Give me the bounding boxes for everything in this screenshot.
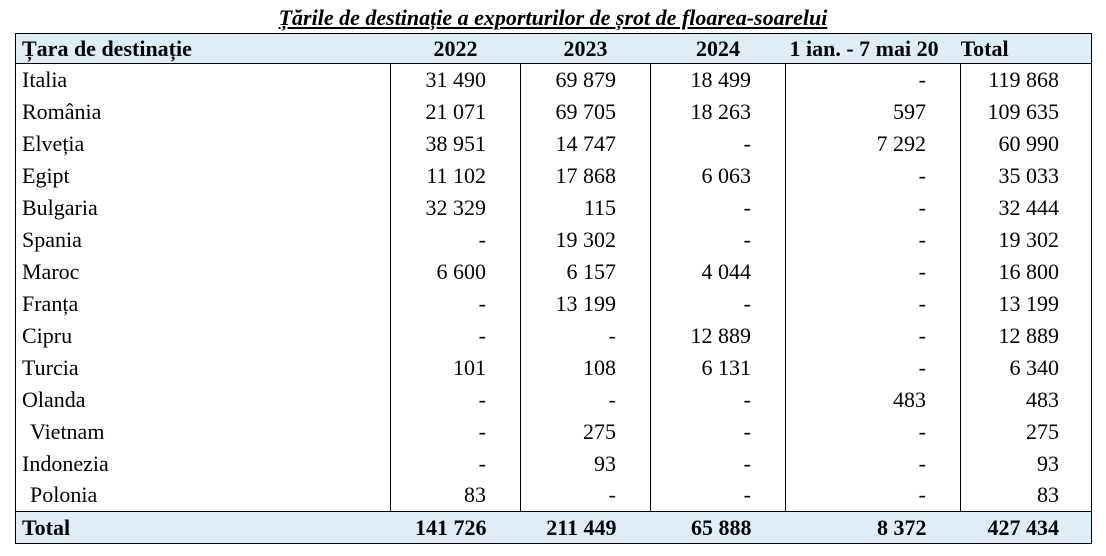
table-row (16, 480, 1092, 512)
cell-period: - (786, 192, 961, 224)
cell-period: - (786, 224, 961, 256)
table-row (16, 384, 1092, 416)
totals-row (16, 512, 1092, 544)
total-grand: 427 434 (961, 512, 1092, 544)
cell-2024: 12 889 (651, 320, 786, 352)
cell-2022: - (391, 224, 521, 256)
cell-country: Polonia (16, 480, 391, 512)
cell-total: 13 199 (961, 288, 1092, 320)
cell-2022: 101 (391, 352, 521, 384)
cell-country: Cipru (16, 320, 391, 352)
cell-country: România (16, 96, 391, 128)
cell-country: Bulgaria (16, 192, 391, 224)
cell-2022: - (391, 448, 521, 480)
cell-total: 483 (961, 384, 1092, 416)
column-header-2022: 2022 (391, 34, 521, 64)
cell-country: Turcia (16, 352, 391, 384)
cell-period: 597 (786, 96, 961, 128)
cell-country: Maroc (16, 256, 391, 288)
cell-2023: 14 747 (521, 128, 651, 160)
cell-total: 109 635 (961, 96, 1092, 128)
total-2022: 141 726 (391, 512, 521, 544)
cell-period: - (786, 480, 961, 512)
table-row (16, 320, 1092, 352)
table-body (16, 64, 1092, 512)
cell-2022: 21 071 (391, 96, 521, 128)
cell-2022: - (391, 320, 521, 352)
cell-country: Vietnam (16, 416, 391, 448)
cell-2024: - (651, 448, 786, 480)
cell-total: 35 033 (961, 160, 1092, 192)
table-row (16, 64, 1092, 96)
column-header-total: Total (961, 34, 1092, 64)
cell-total: 275 (961, 416, 1092, 448)
table-row (16, 352, 1092, 384)
cell-country: Olanda (16, 384, 391, 416)
cell-country: Indonezia (16, 448, 391, 480)
cell-total: 32 444 (961, 192, 1092, 224)
cell-2024: - (651, 384, 786, 416)
cell-2024: - (651, 480, 786, 512)
cell-period: - (786, 416, 961, 448)
cell-country: Italia (16, 64, 391, 96)
cell-total: 119 868 (961, 64, 1092, 96)
column-header-2024: 2024 (651, 34, 786, 64)
total-2023: 211 449 (521, 512, 651, 544)
cell-total: 60 990 (961, 128, 1092, 160)
cell-2023: 69 705 (521, 96, 651, 128)
cell-period: - (786, 256, 961, 288)
cell-2022: 11 102 (391, 160, 521, 192)
cell-2024: - (651, 288, 786, 320)
cell-period: - (786, 448, 961, 480)
cell-period: - (786, 288, 961, 320)
cell-2023: 17 868 (521, 160, 651, 192)
cell-2024: - (651, 192, 786, 224)
cell-country: Egipt (16, 160, 391, 192)
cell-country: Elveția (16, 128, 391, 160)
cell-2023: 93 (521, 448, 651, 480)
cell-period: - (786, 352, 961, 384)
cell-2024: - (651, 128, 786, 160)
cell-2022: 38 951 (391, 128, 521, 160)
exports-table (15, 33, 1092, 544)
column-header-2023: 2023 (521, 34, 651, 64)
total-period: 8 372 (786, 512, 961, 544)
cell-2023: - (521, 480, 651, 512)
cell-2022: 83 (391, 480, 521, 512)
cell-total: 93 (961, 448, 1092, 480)
cell-2024: - (651, 224, 786, 256)
cell-period: - (786, 320, 961, 352)
cell-country: Franța (16, 288, 391, 320)
column-header-country: Țara de destinație (16, 34, 391, 64)
cell-2022: 6 600 (391, 256, 521, 288)
table-title: Țările de destinație a exporturilor de șrot de floarea-soarelui (278, 5, 828, 30)
cell-period: 7 292 (786, 128, 961, 160)
table-row (16, 416, 1092, 448)
table-row (16, 256, 1092, 288)
cell-period: - (786, 160, 961, 192)
table-row (16, 288, 1092, 320)
table-row (16, 160, 1092, 192)
cell-2023: 275 (521, 416, 651, 448)
cell-2023: 69 879 (521, 64, 651, 96)
cell-2023: 108 (521, 352, 651, 384)
cell-period: 483 (786, 384, 961, 416)
cell-2024: 6 131 (651, 352, 786, 384)
cell-2023: 19 302 (521, 224, 651, 256)
cell-2023: - (521, 384, 651, 416)
cell-period: - (786, 64, 961, 96)
cell-2022: - (391, 416, 521, 448)
cell-2024: 6 063 (651, 160, 786, 192)
cell-2024: 4 044 (651, 256, 786, 288)
cell-2024: - (651, 416, 786, 448)
cell-2024: 18 263 (651, 96, 786, 128)
totals-label: Total (16, 512, 391, 544)
table-row (16, 96, 1092, 128)
cell-total: 19 302 (961, 224, 1092, 256)
cell-total: 12 889 (961, 320, 1092, 352)
column-header-period: 1 ian. - 7 mai 20 (786, 34, 961, 64)
cell-total: 16 800 (961, 256, 1092, 288)
cell-2022: 31 490 (391, 64, 521, 96)
cell-total: 6 340 (961, 352, 1092, 384)
header-row (16, 34, 1092, 64)
table-row (16, 128, 1092, 160)
cell-2024: 18 499 (651, 64, 786, 96)
table-row (16, 192, 1092, 224)
cell-2022: - (391, 288, 521, 320)
cell-total: 83 (961, 480, 1092, 512)
total-2024: 65 888 (651, 512, 786, 544)
cell-2023: - (521, 320, 651, 352)
cell-2023: 6 157 (521, 256, 651, 288)
cell-2022: 32 329 (391, 192, 521, 224)
cell-2023: 115 (521, 192, 651, 224)
table-row (16, 224, 1092, 256)
cell-2022: - (391, 384, 521, 416)
cell-2023: 13 199 (521, 288, 651, 320)
table-row (16, 448, 1092, 480)
cell-country: Spania (16, 224, 391, 256)
